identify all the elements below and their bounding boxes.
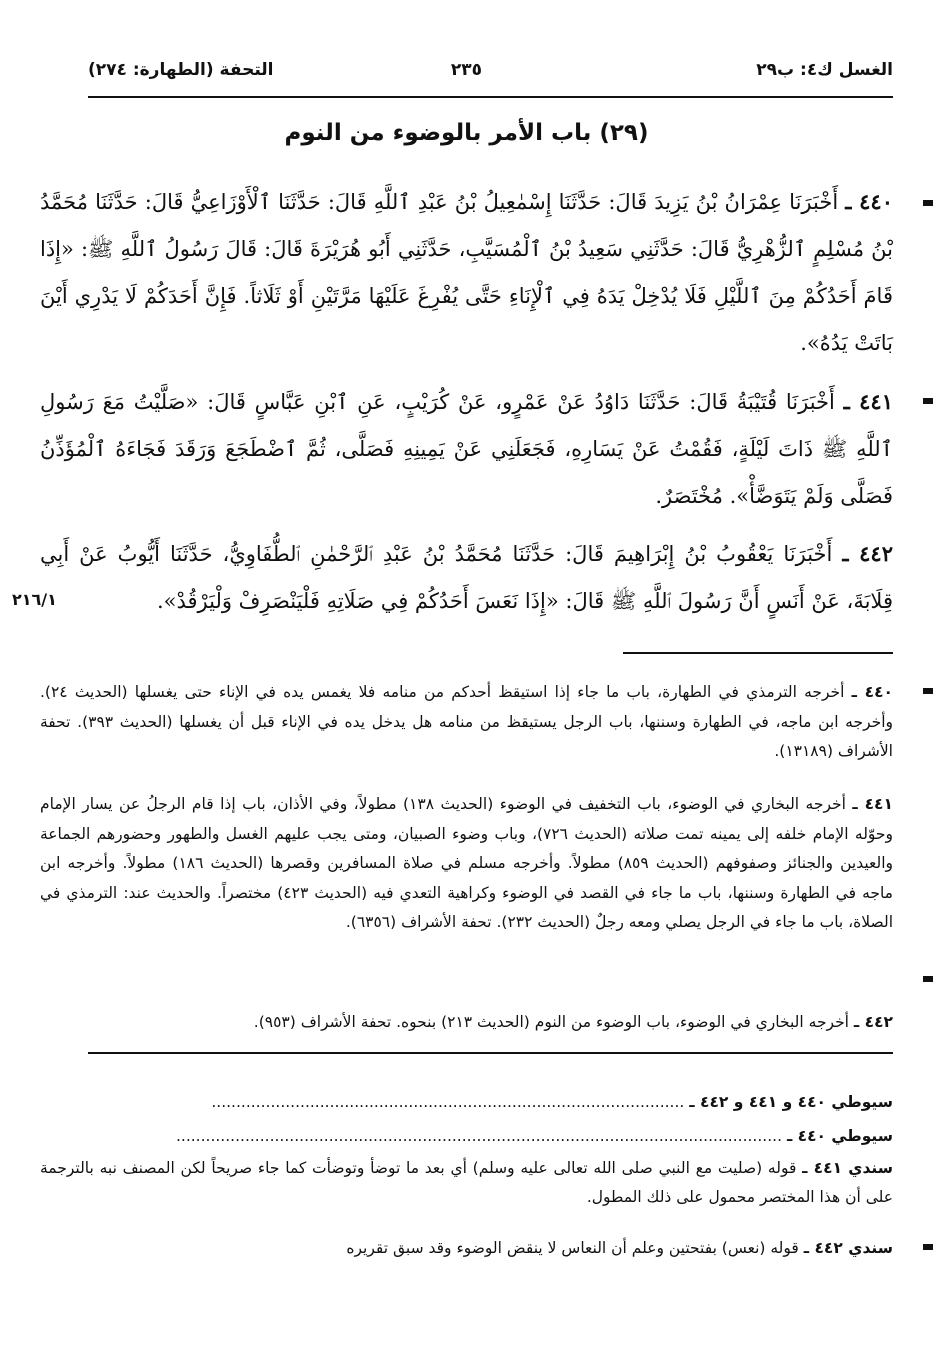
footnote-number: ٤٤١ ـ: [852, 795, 893, 813]
sharh-label: سيوطي ٤٤٠ ـ: [786, 1127, 893, 1145]
hadith-number: ٤٤١ ـ: [843, 389, 893, 414]
dot-leader: ................................................................................................: [211, 1093, 685, 1111]
line-marker: [923, 688, 933, 694]
footnote-text: أخرجه البخاري في الوضوء، باب الوضوء من النوم (الحديث ٢١٣) بنحوه. تحفة الأشراف (٩٥٣).: [253, 1013, 849, 1031]
sharh-entry: [40, 1088, 893, 1117]
line-marker: [923, 976, 933, 982]
hadith-440: [40, 178, 893, 367]
sharh-label: سيوطي ٤٤٠ و ٤٤١ و ٤٤٢ ـ: [689, 1093, 893, 1111]
sharh-text: قوله (صليت مع النبي صلى الله تعالى عليه وسلم) أي بعد ما توضأ وتوضأت كما جاء صريحاً لكن المصنف نبه بالترجمة على أن هذا المختصر محمول على ذلك المطول.: [40, 1159, 893, 1206]
footnote-text: أخرجه البخاري في الوضوء، باب التخفيف في الوضوء (الحديث ١٣٨) مطولاً، وفي الأذان، باب إذا قام الرجلُ عن يسار الإمام وحوّله الإمام خلفه إلى يمينه تمت صلاته (الحديث ٧٢٦)، وباب وضوء الصبيان، ومتى يجب عليهم الغسل والطهور وحضورهم الجماعة والعيدين والجنائز وصفوفهم (الحديث ٨٥٩) مطولاً. وأخرجه مسلم في صلاة المسافرين وقصرها (الحديث ١٨٦) مطولاً. وأخرجه ابن ماجه في الطهارة وسننها، باب ما جاء في القصد في الوضوء وكراهية التعدي فيه (الحديث ٤٢٣) مختصراً. والحديث عند: الترمذي في الصلاة، باب ما جاء في الرجل يصلي ومعه رجلٌ (الحديث ٢٣٢). تحفة الأشراف (٦٣٥٦).: [40, 795, 894, 931]
sharh-label: سندي ٤٤٢ ـ: [803, 1239, 893, 1257]
footnote-number: ٤٤٠ ـ: [851, 683, 893, 701]
footnote-number: ٤٤٢ ـ: [853, 1013, 893, 1031]
footnote-text: أخرجه الترمذي في الطهارة، باب ما جاء إذا استيقظ أحدكم من منامه فلا يغمس يده في الإناء حتى يغسلها (الحديث ٢٤). وأخرجه ابن ماجه، في الطهارة وسننها، باب الرجل يستيقظ من منامه هل يدخل يده في الإناء قبل أن يغسلها (الحديث ٣٩٣). تحفة الأشراف (١٣١٨٩).: [40, 683, 893, 760]
footnote-441: [40, 790, 893, 938]
sharh-text: قوله (نعس) بفتحتين وعلم أن النعاس لا ينقض الوضوء وقد سبق تقريره: [346, 1239, 799, 1257]
sharh-entry: [40, 1154, 893, 1212]
footnote-rule: [623, 652, 893, 654]
hadith-text: أَخْبَرَنَا يَعْقُوبُ بْنُ إِبْرَاهِيمَ قَالَ: حَدَّثَنَا مُحَمَّدُ بْنُ عَبْدِ ٱلرَّحْمٰنِ ٱلطُّفَاوِيُّ، حَدَّثَنَا أَيُّوبُ عَنْ أَبِي قِلَابَةَ، عَنْ أَنَسٍ أَنَّ رَسُولَ ٱللَّهِ ﷺ قَالَ: «إِذَا نَعَسَ أَحَدُكُمْ فِي صَلَاتِهِ فَلْيَنْصَرِفْ وَلْيَرْقُدْ».: [40, 542, 893, 613]
hadith-442: [40, 530, 893, 625]
page-number: ٢٣٥: [450, 60, 483, 80]
running-header-left: التحفة (الطهارة: ٢٧٤): [88, 60, 274, 80]
footnote-440: [40, 678, 893, 767]
line-marker: [923, 398, 933, 404]
hadith-text: أَخْبَرَنَا قُتَيْبَةُ قَالَ: حَدَّثَنَا دَاوُدُ عَنْ عَمْرٍو، عَنْ كُرَيْبٍ، عَنِ ٱبْنِ عَبَّاسٍ قَالَ: «صَلَّيْتُ مَعَ رَسُولِ ٱللَّهِ ﷺ ذَاتَ لَيْلَةٍ، فَقُمْتُ عَنْ يَسَارِهِ، فَجَعَلَنِي عَنْ يَمِينِهِ فَصَلَّى، ثُمَّ ٱضْطَجَعَ وَرَقَدَ فَجَاءَهُ ٱلْمُؤَذِّنُ فَصَلَّى وَلَمْ يَتَوَضَّأْ». مُخْتَصَرٌ.: [40, 390, 893, 508]
footnote-442: [40, 1008, 893, 1038]
dot-leader: ...........................................................................................................................: [175, 1127, 782, 1145]
running-header-right: الغسل ك٤: ب٢٩: [756, 60, 893, 80]
line-marker: [923, 1244, 933, 1250]
header-rule: [88, 96, 893, 98]
hadith-number: ٤٤٢ ـ: [842, 541, 893, 566]
sharh-rule: [88, 1052, 893, 1054]
chapter-title: (٢٩) باب الأمر بالوضوء من النوم: [284, 120, 649, 146]
hadith-441: [40, 378, 893, 520]
sharh-entry: [40, 1122, 893, 1151]
sharh-label: سندي ٤٤١ ـ: [802, 1159, 893, 1177]
line-marker: [923, 200, 933, 206]
hadith-number: ٤٤٠ ـ: [845, 189, 893, 214]
sharh-entry: [40, 1234, 893, 1263]
margin-reference: ٢١٦/١: [12, 590, 57, 609]
hadith-text: أَخْبَرَنَا عِمْرَانُ بْنُ يَزِيدَ قَالَ: حَدَّثَنَا إِسْمٰعِيلُ بْنُ عَبْدِ ٱللَّهِ قَالَ: حَدَّثَنَا ٱلْأَوْزَاعِيُّ قَالَ: حَدَّثَنَا مُحَمَّدُ بْنُ مُسْلِمٍ ٱلزُّهْرِيُّ قَالَ: حَدَّثَنِي سَعِيدُ بْنُ ٱلْمُسَيَّبِ، حَدَّثَنِي أَبُو هُرَيْرَةَ قَالَ: قَالَ رَسُولُ ٱللَّهِ ﷺ: «إِذَا قَامَ أَحَدُكُمْ مِنَ ٱللَّيْلِ فَلَا يُدْخِلْ يَدَهُ فِي ٱلْإِنَاءِ حَتَّى يُفْرِغَ عَلَيْهَا مَرَّتَيْنِ أَوْ ثَلَاثاً. فَإِنَّ أَحَدَكُمْ لَا يَدْرِي أَيْنَ بَاتَتْ يَدُهُ».: [40, 190, 893, 355]
